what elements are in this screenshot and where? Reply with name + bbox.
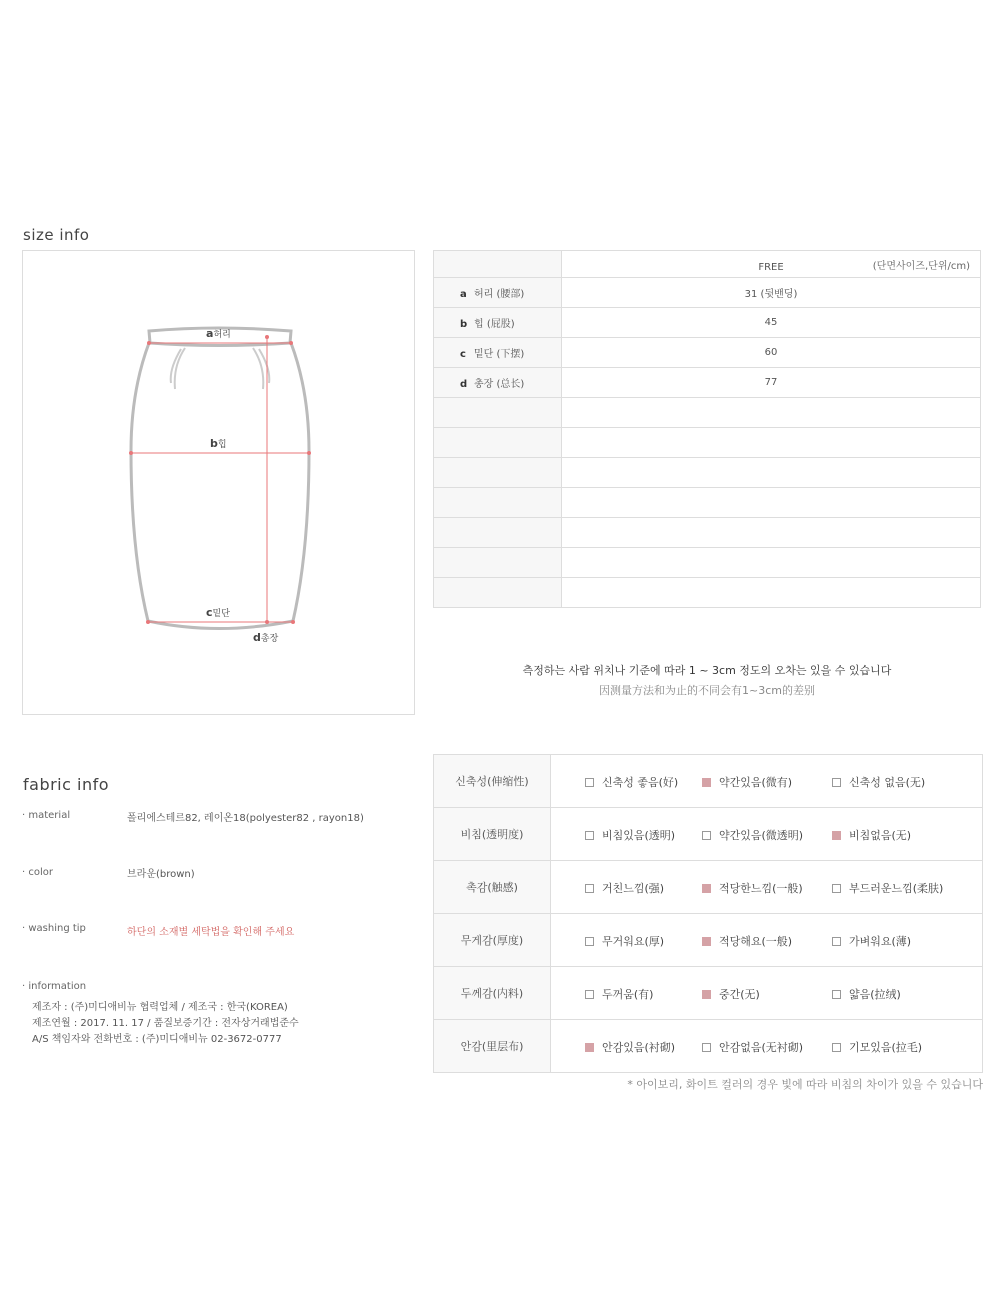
svg-text:d총장: d총장 xyxy=(253,631,279,644)
checkbox-icon xyxy=(832,884,841,893)
fabric-option xyxy=(702,1039,803,1055)
size-row xyxy=(434,308,981,338)
checkbox-icon xyxy=(585,1043,594,1052)
size-row xyxy=(434,278,981,308)
size-row-empty xyxy=(434,548,981,578)
fabric-option-label: 비침없음(无) xyxy=(849,829,912,842)
skirt-diagram-box xyxy=(22,250,415,715)
size-row-empty xyxy=(434,458,981,488)
size-row-empty xyxy=(434,398,981,428)
svg-text:b힙: b힙 xyxy=(210,437,227,450)
fabric-option-label: 신축성 좋음(好) xyxy=(602,776,679,789)
fabric-row xyxy=(434,808,983,861)
fabric-option-label: 약간있음(微透明) xyxy=(719,829,804,842)
size-info-title: size info xyxy=(23,226,90,244)
size-row-name: 밑단 (下摆) xyxy=(474,349,525,360)
checkbox-icon xyxy=(832,831,841,840)
size-note-cn: 因测量方法和为止的不同会有1~3cm的差别 xyxy=(599,684,815,697)
size-row-label xyxy=(434,368,562,398)
checkbox-icon xyxy=(702,831,711,840)
color-value: 브라운(brown) xyxy=(127,869,195,880)
fabric-option-label: 적당해요(一般) xyxy=(719,935,793,948)
fabric-row xyxy=(434,1020,983,1073)
size-row-value: 45 xyxy=(562,308,981,338)
fabric-option-label: 거친느낌(强) xyxy=(602,882,665,895)
size-row xyxy=(434,338,981,368)
fabric-option xyxy=(832,880,943,896)
size-row-empty xyxy=(434,428,981,458)
fabric-row-label: 무게감(厚度) xyxy=(434,914,551,967)
checkbox-icon xyxy=(585,937,594,946)
fabric-option-label: 두꺼움(有) xyxy=(602,988,654,1001)
checkbox-icon xyxy=(702,1043,711,1052)
washing-value: 하단의 소재별 세탁법을 확인해 주세요 xyxy=(127,927,295,938)
fabric-row xyxy=(434,755,983,808)
fabric-option-label: 얇음(拉绒) xyxy=(849,988,901,1001)
material-label: · material xyxy=(22,810,71,821)
size-row-value: 31 (뒷밴딩) xyxy=(562,278,981,308)
fabric-option xyxy=(832,774,925,790)
fabric-option-label: 기모있음(拉毛) xyxy=(849,1041,923,1054)
size-unit-note: (단면사이즈,단위/cm) xyxy=(872,261,970,272)
skirt-diagram xyxy=(23,251,414,714)
svg-text:a허리: a허리 xyxy=(206,327,231,340)
fabric-option-label: 신축성 없음(无) xyxy=(849,776,926,789)
fabric-footnote: * 아이보리, 화이트 컬러의 경우 빛에 따라 비침의 차이가 있을 수 있습니다 xyxy=(627,1078,983,1091)
size-row-value: 60 xyxy=(562,338,981,368)
fabric-option xyxy=(585,933,664,949)
fabric-option xyxy=(832,827,911,843)
size-table xyxy=(433,250,981,608)
size-row-name: 허리 (腰部) xyxy=(474,289,525,300)
size-row-empty xyxy=(434,578,981,608)
information-line: 제조연월 : 2017. 11. 17 / 품질보증기간 : 전자상거래법준수 xyxy=(32,1018,299,1029)
fabric-option xyxy=(832,1039,922,1055)
size-row-key: b xyxy=(460,319,468,330)
fabric-option-label: 안감있음(衬砌) xyxy=(602,1041,676,1054)
information-label: · information xyxy=(22,981,87,992)
size-row-key: a xyxy=(460,289,467,300)
fabric-row-options xyxy=(551,967,983,1020)
checkbox-icon xyxy=(585,778,594,787)
svg-text:c밑단: c밑단 xyxy=(206,606,230,619)
size-note-ko: 측정하는 사람 위치나 기준에 따라 1 ~ 3cm 정도의 오차는 있을 수 있습니다 xyxy=(522,664,892,677)
fabric-option xyxy=(702,880,803,896)
fabric-option xyxy=(585,1039,675,1055)
fabric-row-options xyxy=(551,861,983,914)
fabric-option-label: 약간있음(微有) xyxy=(719,776,793,789)
checkbox-icon xyxy=(832,778,841,787)
fabric-row-options xyxy=(551,808,983,861)
fabric-option-label: 비침있음(透明) xyxy=(602,829,676,842)
checkbox-icon xyxy=(702,937,711,946)
information-block xyxy=(32,1000,299,1048)
fabric-row-label: 안감(里层布) xyxy=(434,1020,551,1073)
checkbox-icon xyxy=(585,831,594,840)
size-header-free: FREE xyxy=(758,261,784,273)
size-row-label xyxy=(434,278,562,308)
fabric-option-label: 무거워요(厚) xyxy=(602,935,665,948)
fabric-row-label: 촉감(触感) xyxy=(434,861,551,914)
size-row xyxy=(434,368,981,398)
color-label: · color xyxy=(22,867,53,878)
fabric-option-label: 안감없음(无衬砌) xyxy=(719,1041,804,1054)
fabric-row-options xyxy=(551,1020,983,1073)
checkbox-icon xyxy=(832,937,841,946)
checkbox-icon xyxy=(702,778,711,787)
fabric-row-label: 두께감(内料) xyxy=(434,967,551,1020)
fabric-option-label: 적당한느낌(一般) xyxy=(719,882,803,895)
size-row-empty xyxy=(434,518,981,548)
size-row-label xyxy=(434,308,562,338)
size-row-label xyxy=(434,338,562,368)
information-line: 제조자 : (주)미디애비뉴 협력업체 / 제조국 : 한국(KOREA) xyxy=(32,1002,288,1013)
fabric-option xyxy=(585,986,653,1002)
checkbox-icon xyxy=(832,1043,841,1052)
fabric-row xyxy=(434,914,983,967)
fabric-option xyxy=(832,933,911,949)
fabric-option xyxy=(702,933,792,949)
material-value: 폴리에스테르82, 레이온18(polyester82 , rayon18) xyxy=(127,813,364,824)
fabric-row xyxy=(434,861,983,914)
size-row-name: 힙 (屁股) xyxy=(474,319,515,330)
checkbox-icon xyxy=(702,884,711,893)
fabric-option xyxy=(585,774,678,790)
fabric-row-options xyxy=(551,914,983,967)
fabric-row xyxy=(434,967,983,1020)
fabric-row-label: 신축성(伸缩性) xyxy=(434,755,551,808)
size-row-empty xyxy=(434,488,981,518)
fabric-option xyxy=(585,880,664,896)
fabric-option xyxy=(585,827,675,843)
fabric-option xyxy=(832,986,901,1002)
fabric-option-label: 부드러운느낌(柔肤) xyxy=(849,882,944,895)
size-row-name: 총장 (总长) xyxy=(474,379,525,390)
fabric-info-title: fabric info xyxy=(23,775,110,794)
fabric-option xyxy=(702,986,760,1002)
fabric-option xyxy=(702,774,792,790)
fabric-row-options xyxy=(551,755,983,808)
fabric-option xyxy=(702,827,803,843)
fabric-option-label: 중간(无) xyxy=(719,988,760,1001)
size-row-key: d xyxy=(460,379,468,390)
fabric-option-label: 가벼워요(薄) xyxy=(849,935,912,948)
information-line: A/S 책임자와 전화번호 : (주)미디애비뉴 02-3672-0777 xyxy=(32,1034,282,1045)
checkbox-icon xyxy=(702,990,711,999)
fabric-row-label: 비침(透明度) xyxy=(434,808,551,861)
fabric-table xyxy=(433,754,983,1073)
washing-label: · washing tip xyxy=(22,923,86,934)
checkbox-icon xyxy=(585,990,594,999)
checkbox-icon xyxy=(585,884,594,893)
size-row-value: 77 xyxy=(562,368,981,398)
size-row-key: c xyxy=(460,349,466,360)
checkbox-icon xyxy=(832,990,841,999)
